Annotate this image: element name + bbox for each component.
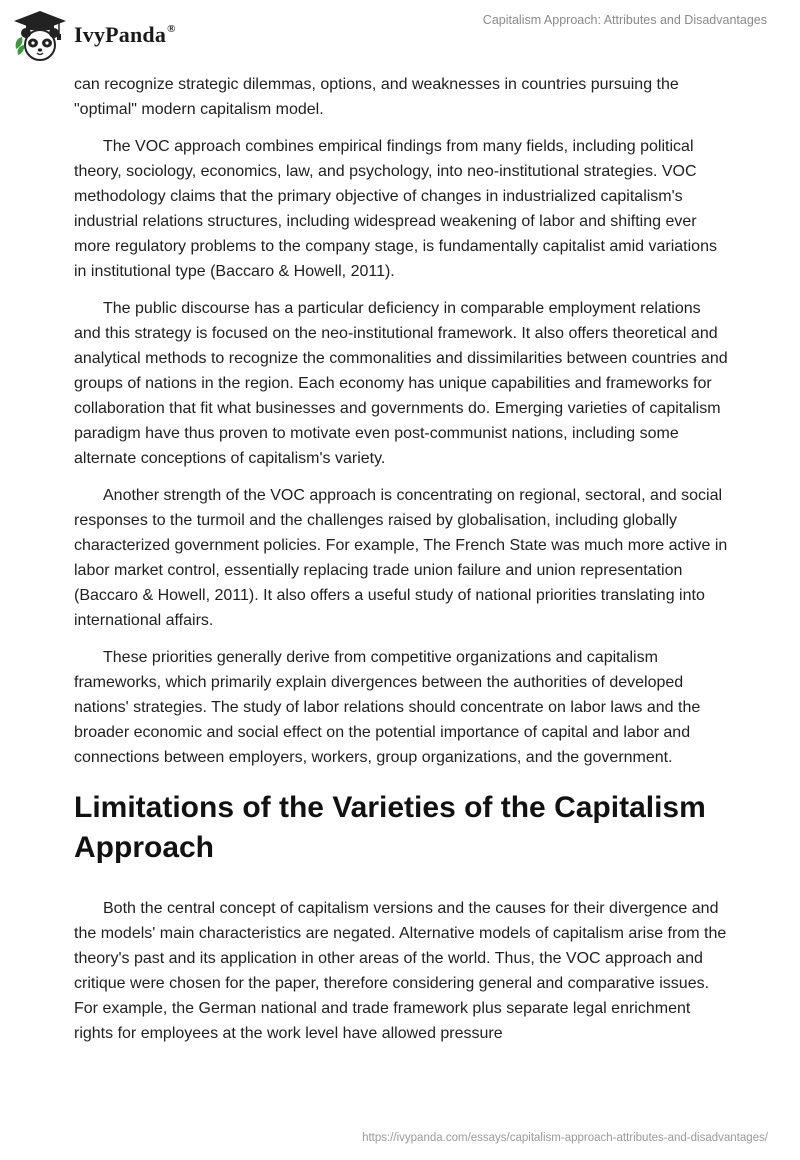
document-title: Capitalism Approach: Attributes and Disadvantages	[482, 13, 767, 27]
paragraph: Another strength of the VOC approach is concentrating on regional, sectoral, and social responses to the turmoil and the challenges raised by globalisation, including globally characterized government policies. For example, The French State was much more active in labor market control, essentially replacing trade union failure and union representation (Baccaro & Howell, 2011). It also offers a useful study of national priorities translating into international affairs.	[74, 487, 728, 629]
brand-name: IvyPanda®	[74, 22, 176, 47]
paragraph: Both the central concept of capitalism versions and the causes for their divergence and the models' main characteristics are negated. Alternative models of capitalism arise from the theory's past and its application in other areas of the world. Thus, the VOC approach and critique were chosen for the paper, therefore considering general and comparative issues. For example, the German national and trade framework plus separate legal enrichment rights for employees at the work level have allowed pressure	[74, 900, 727, 1042]
paragraph: can recognize strategic dilemmas, options, and weaknesses in countries pursuing the "optimal" modern capitalism model.	[74, 76, 679, 118]
registered-mark: ®	[167, 22, 176, 35]
section-heading: Limitations of the Varieties of the Capitalism Approach	[74, 791, 706, 864]
source-url[interactable]: https://ivypanda.com/essays/capitalism-approach-attributes-and-disadvantages/	[362, 1132, 768, 1144]
paragraph: The public discourse has a particular deficiency in comparable employment relations and this strategy is focused on the neo-institutional framework. It also offers theoretical and analytical methods to recognize the commonalities and dissimilarities between countries and groups of nations in the region. Each economy has unique capabilities and frameworks for collaboration that fit what businesses and governments do. Emerging varieties of capitalism paradigm have thus proven to motivate even post-communist nations, including some alternate conceptions of capitalism's variety.	[74, 300, 728, 467]
panda-graduate-icon	[12, 9, 68, 63]
ivypanda-logo[interactable]	[12, 9, 176, 63]
paragraph: These priorities generally derive from competitive organizations and capitalism frameworks, which primarily explain divergences between the authorities of developed nations' strategies. The study of labor relations should concentrate on labor laws and the broader economic and social effect on the potential importance of capital and labor and connections between employers, workers, group organizations, and the government.	[74, 649, 701, 766]
page-header	[0, 0, 800, 70]
paragraph: The VOC approach combines empirical findings from many fields, including political theory, sociology, economics, law, and psychology, into neo-institutional strategies. VOC methodology claims that the primary objective of changes in industrialized capitalism's industrial relations structures, including widespread weakening of labor and shifting ever more regulatory problems to the company stage, is fundamentally capitalist amid variations in institutional type (Baccaro & Howell, 2011).	[74, 138, 717, 280]
essay-body	[74, 72, 728, 1058]
